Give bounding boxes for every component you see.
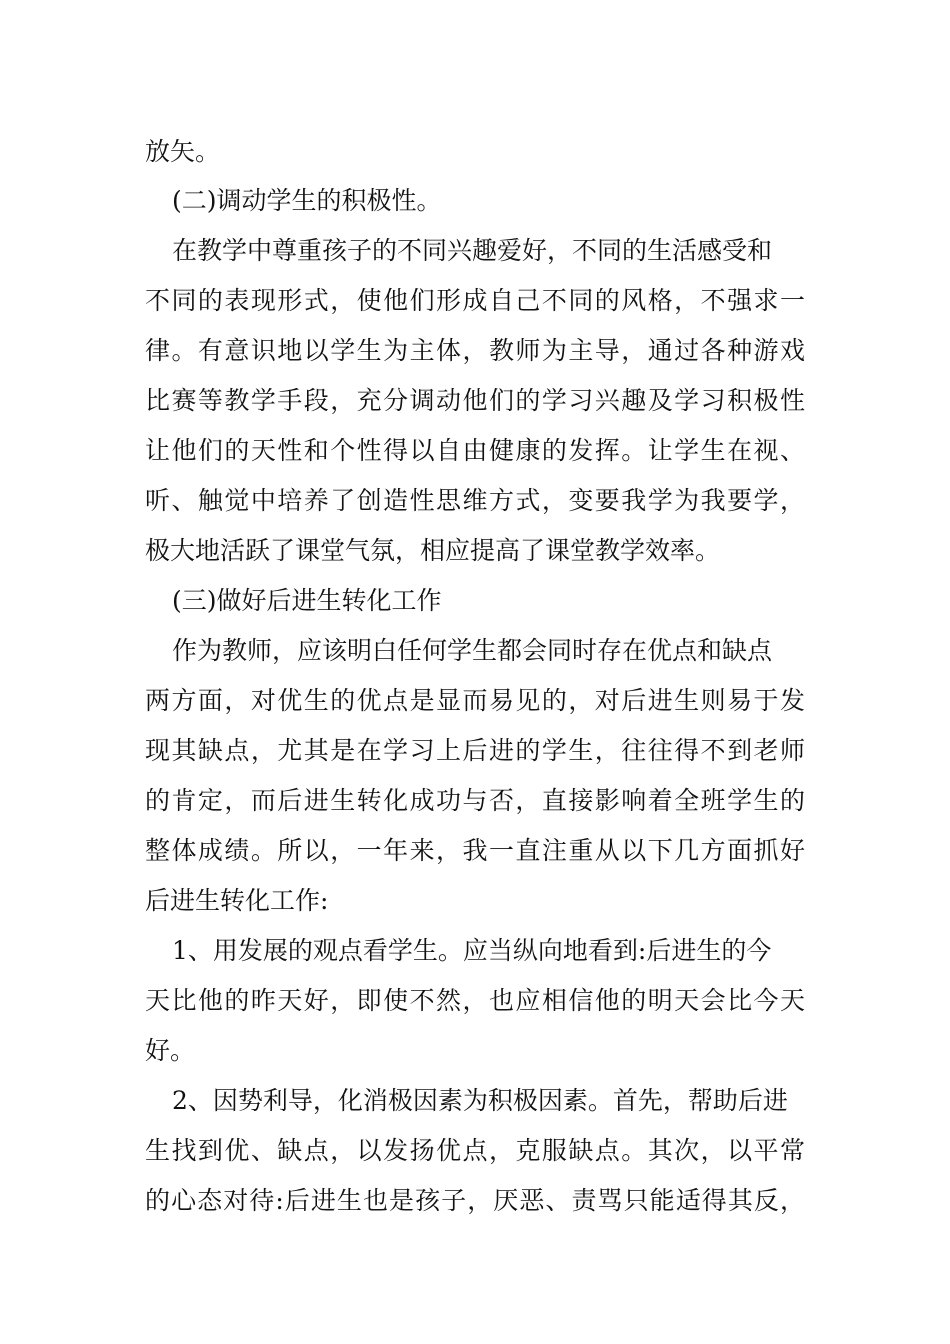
text-line-12: 两方面，对优生的优点是显而易见的，对后进生则易于发 [145, 686, 805, 715]
list-item-2: 2、因势利导，化消极因素为积极因素。首先，帮助后进 [172, 1086, 788, 1115]
text-line-11: 作为教师，应该明白任何学生都会同时存在优点和缺点 [172, 636, 773, 665]
text-line-16: 后进生转化工作: [145, 886, 329, 915]
text-line-7: 让他们的天性和个性得以自由健康的发挥。让学生在视、 [145, 436, 805, 465]
text-line-15: 整体成绩。所以，一年来，我一直注重从以下几方面抓好 [145, 836, 805, 865]
text-line-5: 律。有意识地以学生为主体，教师为主导，通过各种游戏 [145, 336, 805, 365]
text-line-8: 听、触觉中培养了创造性思维方式，变要我学为我要学， [145, 486, 805, 515]
text-line-13: 现其缺点，尤其是在学习上后进的学生，往往得不到老师 [145, 736, 805, 765]
text-line-19: 好。 [145, 1036, 196, 1065]
text-line-18: 天比他的昨天好，即使不然，也应相信他的明天会比今天 [145, 986, 805, 1015]
text-line-14: 的肯定，而后进生转化成功与否，直接影响着全班学生的 [145, 786, 805, 815]
text-line-1: 放矢。 [145, 137, 221, 166]
text-line-3: 在教学中尊重孩子的不同兴趣爱好，不同的生活感受和 [172, 236, 773, 265]
text-line-22: 的心态对待:后进生也是孩子，厌恶、责骂只能适得其反， [145, 1186, 805, 1215]
text-line-4: 不同的表现形式，使他们形成自己不同的风格，不强求一 [145, 286, 805, 315]
text-line-21: 生找到优、缺点，以发扬优点，克服缺点。其次，以平常 [145, 1136, 805, 1165]
text-line-6: 比赛等教学手段，充分调动他们的学习兴趣及学习积极性 [145, 386, 805, 415]
text-line-9: 极大地活跃了课堂气氛，相应提高了课堂教学效率。 [145, 536, 721, 565]
list-item-1: 1、用发展的观点看学生。应当纵向地看到:后进生的今 [172, 936, 772, 965]
section-heading-2: (二)调动学生的积极性。 [172, 186, 442, 215]
section-heading-3: (三)做好后进生转化工作 [172, 586, 442, 615]
